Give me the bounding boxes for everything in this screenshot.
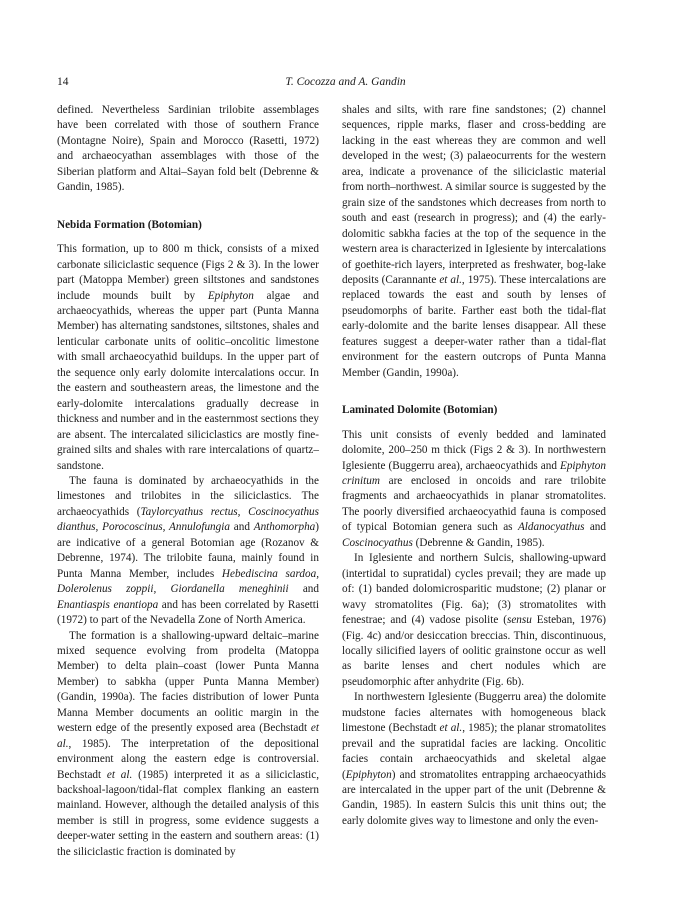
text-run: In Iglesiente and northern Sulcis, shallowing-upward (intertidal to supratidal) cycles prevail; they are made up of: (1) banded dolomicrosparitic mudstone; (2) planar or wavy stromatolites (Fig. 6a); (3) stromatolites with fenestrae; and (4) vadose pisolite ( xyxy=(342,552,606,627)
text-run: The formation is a shallowing-upward deltaic–marine mixed sequence evolving from prodelta (Matoppa Member) to delta plain–coast (lower Punta Manna Member) to sabkha (upper Punta Manna Member) (Gandin, 1990a). The facies distribution of lower Punta Manna Member documents an oolitic margin in the western edge of the presently exposed area (Bechstadt xyxy=(57,629,319,735)
text-run: The fauna is dominated by archaeocyathids in the limestones and trilobites in the siliciclastics. The archaeocyathids ( xyxy=(57,474,319,518)
italic-run: Anthomorpha xyxy=(253,521,316,534)
right-column xyxy=(342,103,606,829)
italic-run: Coscinocyathus xyxy=(342,536,413,549)
section-heading-nebida: Nebida Formation (Botomian) xyxy=(57,218,202,231)
text-run: and xyxy=(584,521,606,534)
text-run: Esteban, 1976) (Fig. 4c) and/or desiccation breccias. Thin, discontinuous, locally silicified layers of oolitic grainstone occur as well as barite lenses and chert nodules which are pseudomorphic after anhydrite (Fig. 6b). xyxy=(342,614,606,688)
text-run: algae and archaeocyathids, whereas the upper part (Punta Manna Member) has alternating sandstones, siltstones, shales and lenticular carbonate units of oolitic–oncolitic limestone with small archaeocyathid buildups. In the upper part of the sequence only early dolomite intercalations occur. In the eastern and southeastern areas, the limestone and the early-dolomite intercalations gradually decrease in thickness and number and in the easternmost sections they are absent. The intercalated siliciclastics are mostly fine-grained silts and shales with rare intercalations of quartz–sandstone. xyxy=(57,289,319,472)
italic-run: et al. xyxy=(106,768,133,781)
text-run: In northwestern Iglesiente (Buggerru area) the dolomite mudstone facies alternates with homogeneous black limestone (Bechstadt xyxy=(342,691,606,735)
text-run: and xyxy=(229,521,254,534)
text-run: defined. Nevertheless Sardinian trilobite assemblages have been correlated with those of southern France (Montagne Noire), Spain and Morocco (Rasetti, 1972) and archaeocyathan assemblages with those of the Siberian platform and Altai–Sayan fold belt (Debrenne & Gandin, 1985). xyxy=(57,104,319,194)
text-run: ) and stromatolites entrapping archaeocyathids are intercalated in the upper part of the unit (Debrenne & Gandin, 1985). In eastern Sulcis this unit thins out; the early dolomite gives way to limestone and only the even- xyxy=(342,768,606,827)
paragraph-continued xyxy=(342,103,606,381)
text-run: , 1985). The interpretation of the depositional environment along the eastern edge is controversial. Bechstadt xyxy=(57,737,319,781)
italic-run: Enantiaspis enantiopa xyxy=(57,598,159,611)
paragraph xyxy=(57,629,319,861)
paragraph-intro xyxy=(57,103,319,196)
italic-run: Epiphyton xyxy=(207,289,254,302)
paragraph xyxy=(57,242,319,474)
text-run: (Debrenne & Gandin, 1985). xyxy=(412,536,545,549)
italic-run: Hebediscina sardoa, Dolerolenus zoppii, Giordanella meneghinii xyxy=(57,567,319,596)
text-run: ) are indicative of a general Botomian age (Rozanov & Debrenne, 1974). The trilobite fauna, mainly found in Punta Manna Member, includes xyxy=(57,521,319,580)
text-run: are enclosed in oncoids and rare trilobite fragments and archaeocyathids in planar stromatolites. The poorly diversified archaeocyathid fauna is composed of typical Botomian genera such as xyxy=(342,474,606,534)
italic-run: Aldanocyathus xyxy=(517,521,585,534)
paragraph xyxy=(57,474,319,629)
italic-run: et al. xyxy=(57,722,319,750)
text-run: , 1975). These intercalations are replaced towards the east and south by lenses of pseudomorphs of barite. Farther east both the tidal-flat early-dolomite and the barite lenses disappear. All these features suggest a deeper-water rather than a tidal-flat environment for the eastern outcrops of Punta Manna Member (Gandin, 1990a). xyxy=(342,273,607,379)
text-run: and xyxy=(288,583,319,596)
running-head: T. Cocozza and A. Gandin xyxy=(285,76,406,88)
text-run: , 1985); the planar stromatolites prevail and the supratidal facies are lacking. Oncolitic facies contain archaeocyathids and skeletal algae ( xyxy=(342,722,606,781)
italic-run: Taylorcyathus rectus, Coscinocyathus dianthus, Porocoscinus, Annulofungia xyxy=(57,505,319,534)
text-run: (1985) interpreted it as a siliciclastic, backshoal-lagoon/tidal-flat complex flanking an eastern mainland. However, although the detailed analysis of this member is still in progress, some evidence suggests a deeper-water setting in the eastern and southern areas: (1) the siliciclastic fraction is dominated by xyxy=(57,768,319,858)
paragraph xyxy=(342,551,606,690)
left-column xyxy=(57,103,319,860)
italic-run: et al. xyxy=(439,273,462,286)
text-run: This unit consists of evenly bedded and laminated dolomite, 200–250 m thick (Figs 2 & 3). In northwestern Iglesiente (Buggerru area), archaeocyathids and xyxy=(342,428,606,472)
page-number: 14 xyxy=(57,76,69,88)
paragraph xyxy=(342,428,606,552)
text-run: This formation, up to 800 m thick, consists of a mixed carbonate siliciclastic sequence (Figs 2 & 3). In the lower part (Matoppa Member) green siltstones and sandstones include mounds built by xyxy=(57,243,319,302)
text-run: and has been correlated by Rasetti (1972) to part of the Nevadella Zone of North America. xyxy=(57,598,319,627)
italic-run: Epiphyton xyxy=(345,768,392,781)
text-run: shales and silts, with rare fine sandstones; (2) channel sequences, ripple marks, flaser and cross-bedding are lacking in the east whereas they are common and well developed in the west; (3) palaeocurrents for the western area, indicate a provenance of the siliciclastic material from north–northwest. A similar source is suggested by the grain size of the sandstones which decreases from north to south and east (research in progress); and (4) the early-dolomitic sabkha facies at the top of the sequence in the western area is characterized in Iglesiente by intercalations of goethite-rich layers, interpreted as freshwater, bog-lake deposits (Carannante xyxy=(342,104,606,286)
italic-run: sensu xyxy=(506,614,532,627)
italic-run: et al. xyxy=(439,722,463,735)
paragraph xyxy=(342,690,606,829)
italic-run: Epiphyton crinitum xyxy=(342,459,606,487)
section-heading-laminated-dolomite: Laminated Dolomite (Botomian) xyxy=(342,404,498,417)
